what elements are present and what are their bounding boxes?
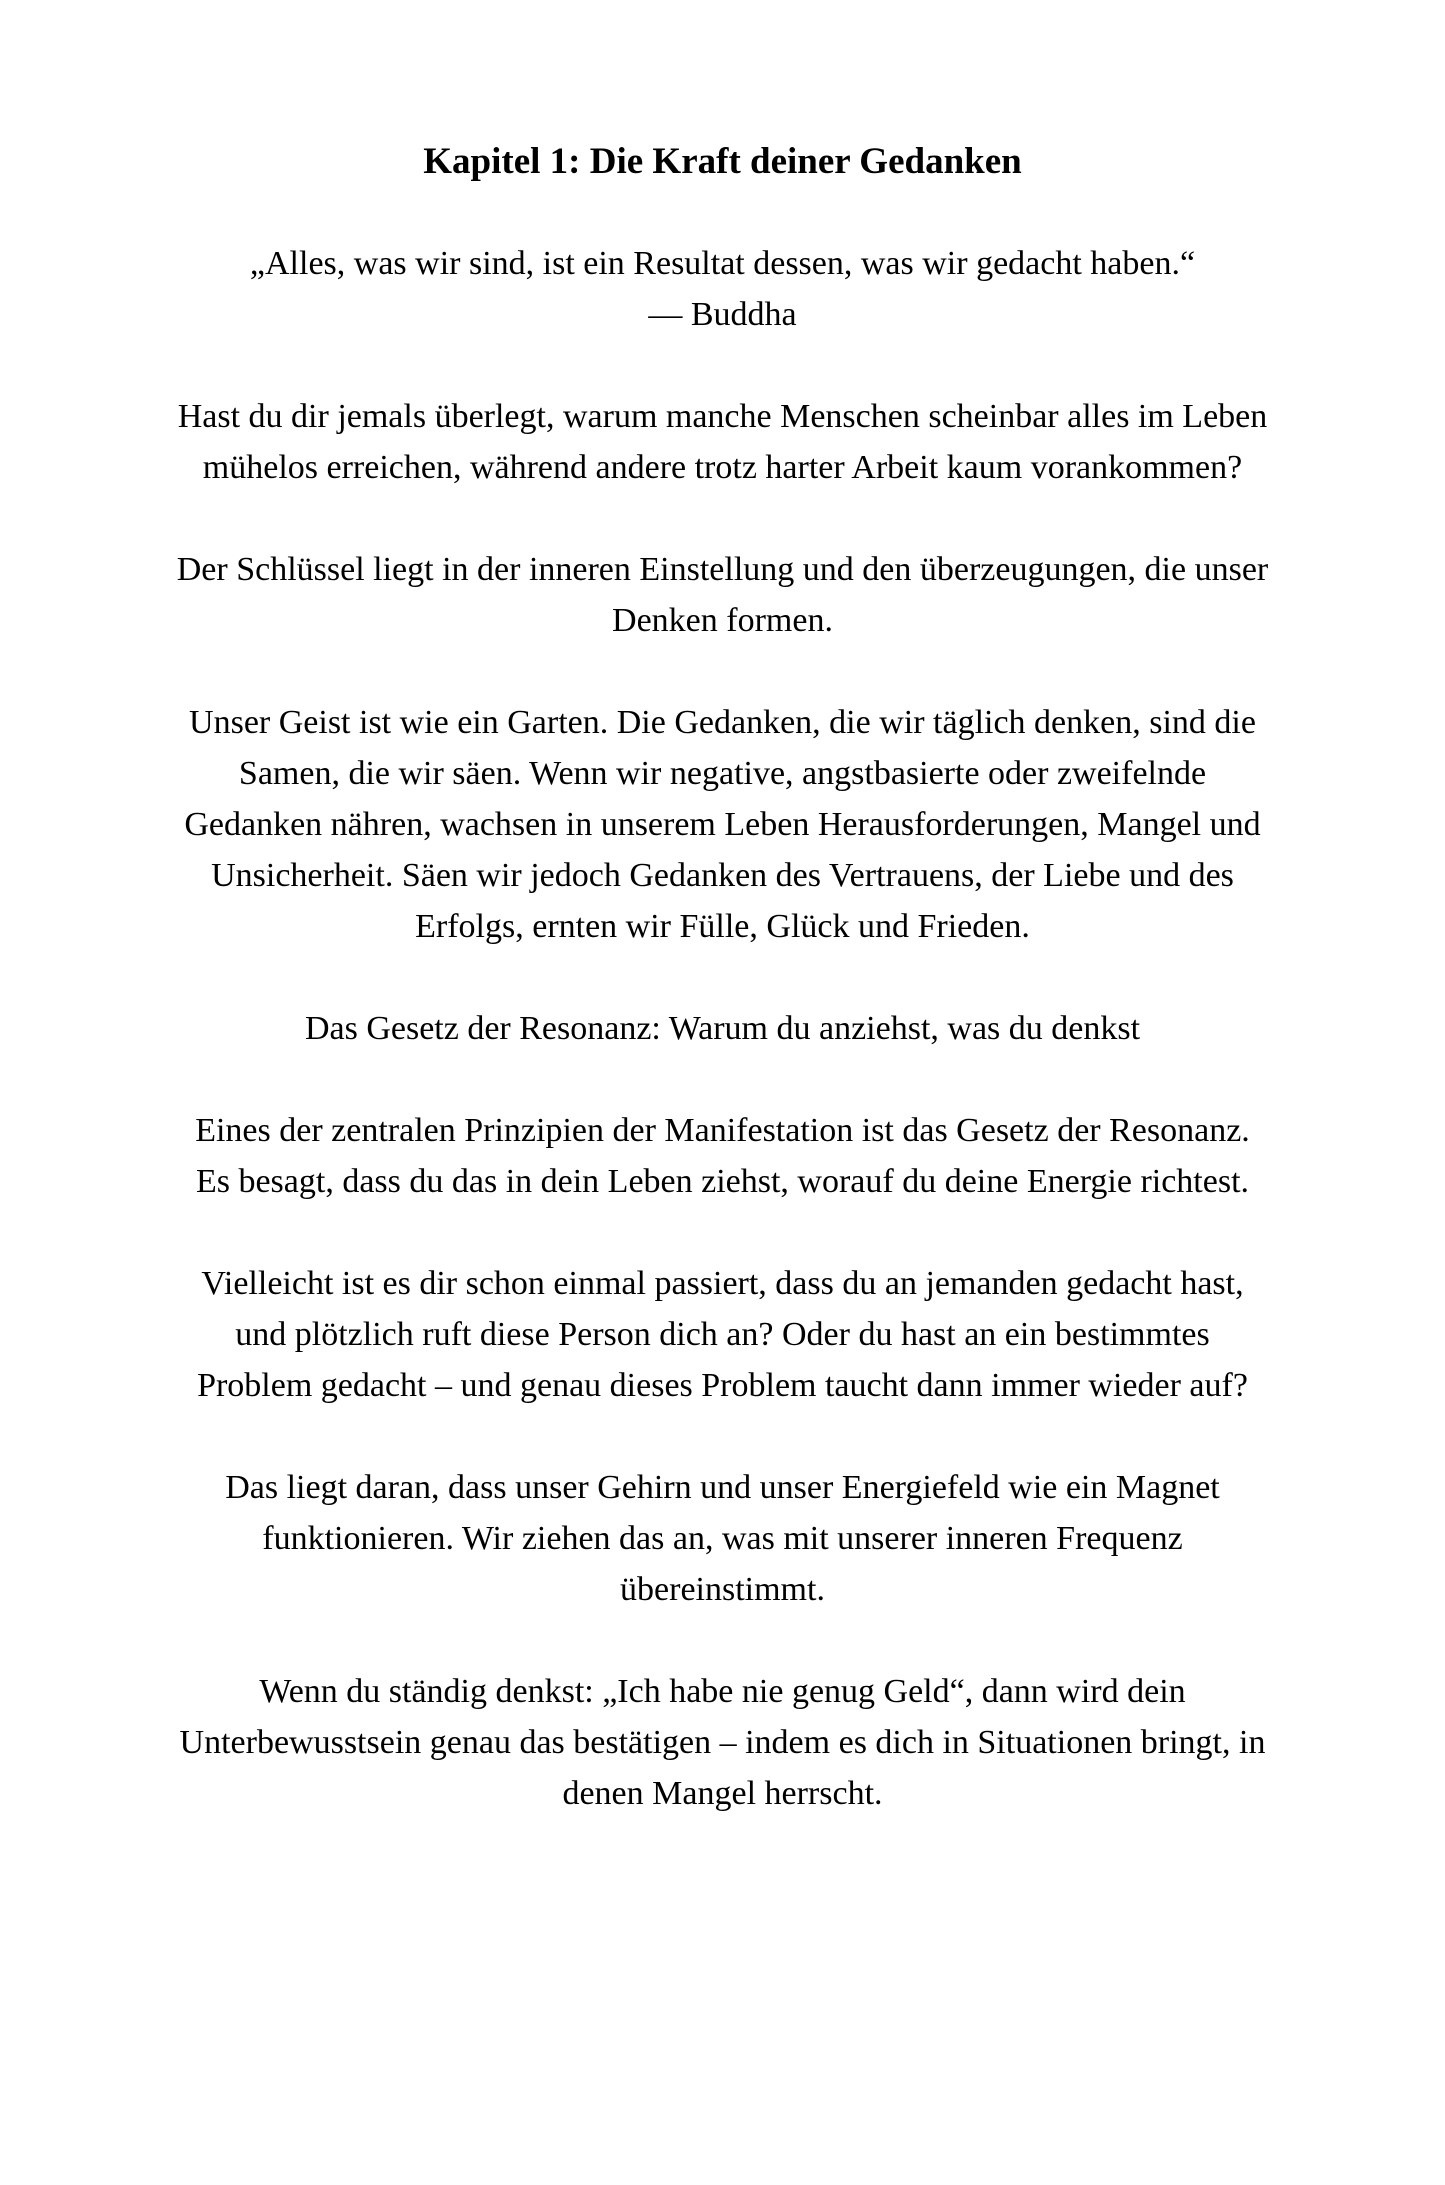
paragraph-line: mühelos erreichen, während andere trotz harter Arbeit kaum vorankommen? xyxy=(202,449,1243,486)
paragraph-line: Der Schlüssel liegt in der inneren Einstellung und den überzeugungen, die unser xyxy=(176,551,1269,588)
chapter-title xyxy=(100,136,1345,187)
paragraph-line: Vielleicht ist es dir schon einmal passiert, dass du an jemanden gedacht hast, xyxy=(201,1265,1244,1302)
paragraph-line: Samen, die wir säen. Wenn wir negative, angstbasierte oder zweifelnde xyxy=(238,755,1207,792)
section-subheading-text: Das Gesetz der Resonanz: Warum du anziehst, was du denkst xyxy=(304,1010,1141,1047)
paragraph xyxy=(100,1258,1345,1411)
quote-text: „Alles, was wir sind, ist ein Resultat dessen, was wir gedacht haben.“ xyxy=(249,245,1196,282)
paragraph-line: Unterbewusstsein genau das bestätigen – indem es dich in Situationen bringt, in xyxy=(179,1724,1266,1761)
paragraph xyxy=(100,1105,1345,1207)
paragraph-line: Das liegt daran, dass unser Gehirn und unser Energiefeld wie ein Magnet xyxy=(225,1469,1220,1506)
paragraph-line: Denken formen. xyxy=(612,602,833,639)
quote-block xyxy=(100,238,1345,340)
paragraph-line: und plötzlich ruft diese Person dich an? Oder du hast an ein bestimmtes xyxy=(235,1316,1210,1353)
paragraph-line: Unser Geist ist wie ein Garten. Die Gedanken, die wir täglich denken, sind die xyxy=(189,704,1256,741)
chapter-title-text: Kapitel 1: Die Kraft deiner Gedanken xyxy=(423,141,1022,182)
paragraph xyxy=(100,1462,1345,1615)
paragraph-line: Gedanken nähren, wachsen in unserem Leben Herausforderungen, Mangel und xyxy=(184,806,1261,843)
paragraph-line: funktionieren. Wir ziehen das an, was mit unserer inneren Frequenz xyxy=(262,1520,1183,1557)
paragraph xyxy=(100,1666,1345,1819)
paragraph-line: Wenn du ständig denkst: „Ich habe nie genug Geld“, dann wird dein xyxy=(259,1673,1186,1710)
paragraph xyxy=(100,544,1345,646)
paragraph-line: Es besagt, dass du das in dein Leben ziehst, worauf du deine Energie richtest. xyxy=(195,1163,1250,1200)
paragraph xyxy=(100,391,1345,493)
paragraph-line: Erfolgs, ernten wir Fülle, Glück und Frieden. xyxy=(415,908,1030,945)
paragraph-line: Eines der zentralen Prinzipien der Manifestation ist das Gesetz der Resonanz. xyxy=(195,1112,1250,1149)
paragraph-line: Unsicherheit. Säen wir jedoch Gedanken des Vertrauens, der Liebe und des xyxy=(211,857,1234,894)
section-subheading xyxy=(100,1003,1345,1054)
paragraph-line: Problem gedacht – und genau dieses Problem taucht dann immer wieder auf? xyxy=(197,1367,1248,1404)
paragraph xyxy=(100,697,1345,952)
paragraph-line: übereinstimmt. xyxy=(620,1571,825,1608)
paragraph-line: denen Mangel herrscht. xyxy=(562,1775,883,1812)
quote-attribution: — Buddha xyxy=(648,296,797,333)
paragraph-line: Hast du dir jemals überlegt, warum manche Menschen scheinbar alles im Leben xyxy=(177,398,1268,435)
